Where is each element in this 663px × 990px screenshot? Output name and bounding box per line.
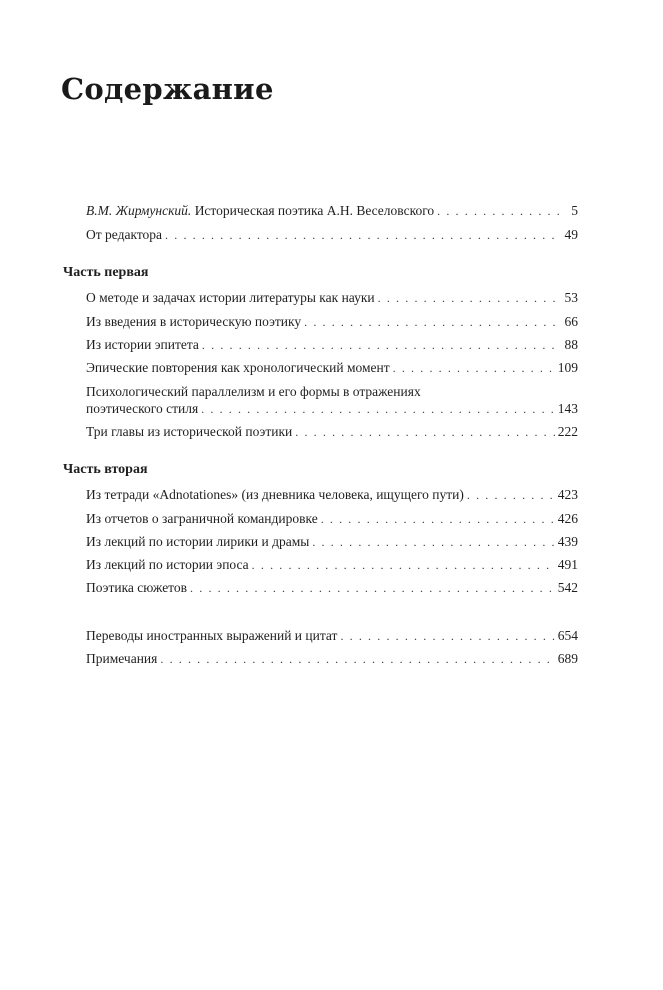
section-heading-part-one: Часть первая: [63, 265, 149, 280]
toc-entry-page: 88: [564, 337, 578, 352]
toc-entry-title: Из введения в историческую поэтику: [86, 314, 302, 329]
toc-entry-title: От редактора: [86, 227, 163, 242]
toc-entry-title: Переводы иностранных выражений и цитат: [86, 628, 338, 643]
toc-entry-title: Поэтика сюжетов: [86, 580, 188, 595]
toc-entry-title: Три главы из исторической поэтики: [86, 424, 293, 439]
toc-entry-page: 439: [557, 534, 578, 549]
toc-entry-page: 423: [557, 487, 578, 502]
toc-entry-title: Из истории эпитета: [86, 337, 199, 352]
page-title: Содержание: [61, 72, 274, 106]
toc-entry-page: 53: [564, 290, 578, 305]
dot-leader: [190, 580, 555, 596]
toc-entry-page: 109: [557, 360, 578, 375]
toc-entry[interactable]: [86, 314, 578, 330]
toc-entry-page: 542: [557, 580, 578, 595]
toc-entry-title: Историческая поэтика А.Н. Веселовского: [191, 203, 435, 218]
toc-entry-page: 689: [557, 651, 578, 666]
toc-entry-page: 491: [557, 557, 578, 572]
toc-entry-page: 654: [557, 628, 578, 643]
dot-leader: [393, 360, 555, 376]
toc-entry[interactable]: [86, 337, 578, 353]
dot-leader: [321, 511, 555, 527]
toc-entry-title-line1[interactable]: Психологический параллелизм и его формы в отражениях: [86, 384, 421, 399]
toc-entry[interactable]: [86, 534, 578, 550]
toc-entry-title: поэтического стиля: [86, 401, 199, 416]
dot-leader: [202, 337, 561, 353]
toc-entry[interactable]: [86, 401, 578, 417]
toc-entry-title: О методе и задачах истории литературы как науки: [86, 290, 375, 305]
toc-entry-title: Из тетради «Adnotationes» (из дневника человека, ищущего пути): [86, 487, 464, 502]
toc-entry-title: Из лекций по истории лирики и драмы: [86, 534, 310, 549]
toc-entry-page: 5: [571, 203, 578, 218]
dot-leader: [165, 227, 561, 243]
toc-entry[interactable]: [86, 290, 578, 306]
toc-entry-page: 143: [557, 401, 578, 416]
toc-entry-page: 426: [557, 511, 578, 526]
toc-entry-title: Из отчетов о заграничной командировке: [86, 511, 318, 526]
toc-entry[interactable]: [86, 580, 578, 596]
dot-leader: [340, 628, 554, 644]
dot-leader: [437, 203, 561, 219]
dot-leader: [160, 651, 554, 667]
toc-entry-page: 66: [564, 314, 578, 329]
toc-entry[interactable]: [86, 628, 578, 644]
toc-entry-editor[interactable]: [86, 227, 578, 243]
toc-entry[interactable]: [86, 487, 578, 503]
toc-entry-page: 222: [557, 424, 578, 439]
section-heading-part-two: Часть вторая: [63, 462, 148, 477]
toc-entry-title: Из лекций по истории эпоса: [86, 557, 249, 572]
dot-leader: [304, 314, 561, 330]
toc-entry-author: В.М. Жирмунский.: [86, 203, 192, 218]
toc-entry-title: Примечания: [86, 651, 158, 666]
dot-leader: [378, 290, 561, 306]
dot-leader: [312, 534, 554, 550]
toc-entry[interactable]: [86, 557, 578, 573]
dot-leader: [201, 401, 555, 417]
toc-entry[interactable]: [86, 360, 578, 376]
toc-entry[interactable]: [86, 424, 578, 440]
toc-entry-zhirmunsky[interactable]: [86, 203, 578, 219]
toc-entry[interactable]: [86, 651, 578, 667]
toc-entry-page: 49: [564, 227, 578, 242]
dot-leader: [467, 487, 555, 503]
dot-leader: [295, 424, 554, 440]
dot-leader: [252, 557, 555, 573]
toc-entry-title: Эпические повторения как хронологический момент: [86, 360, 390, 375]
toc-entry[interactable]: [86, 511, 578, 527]
